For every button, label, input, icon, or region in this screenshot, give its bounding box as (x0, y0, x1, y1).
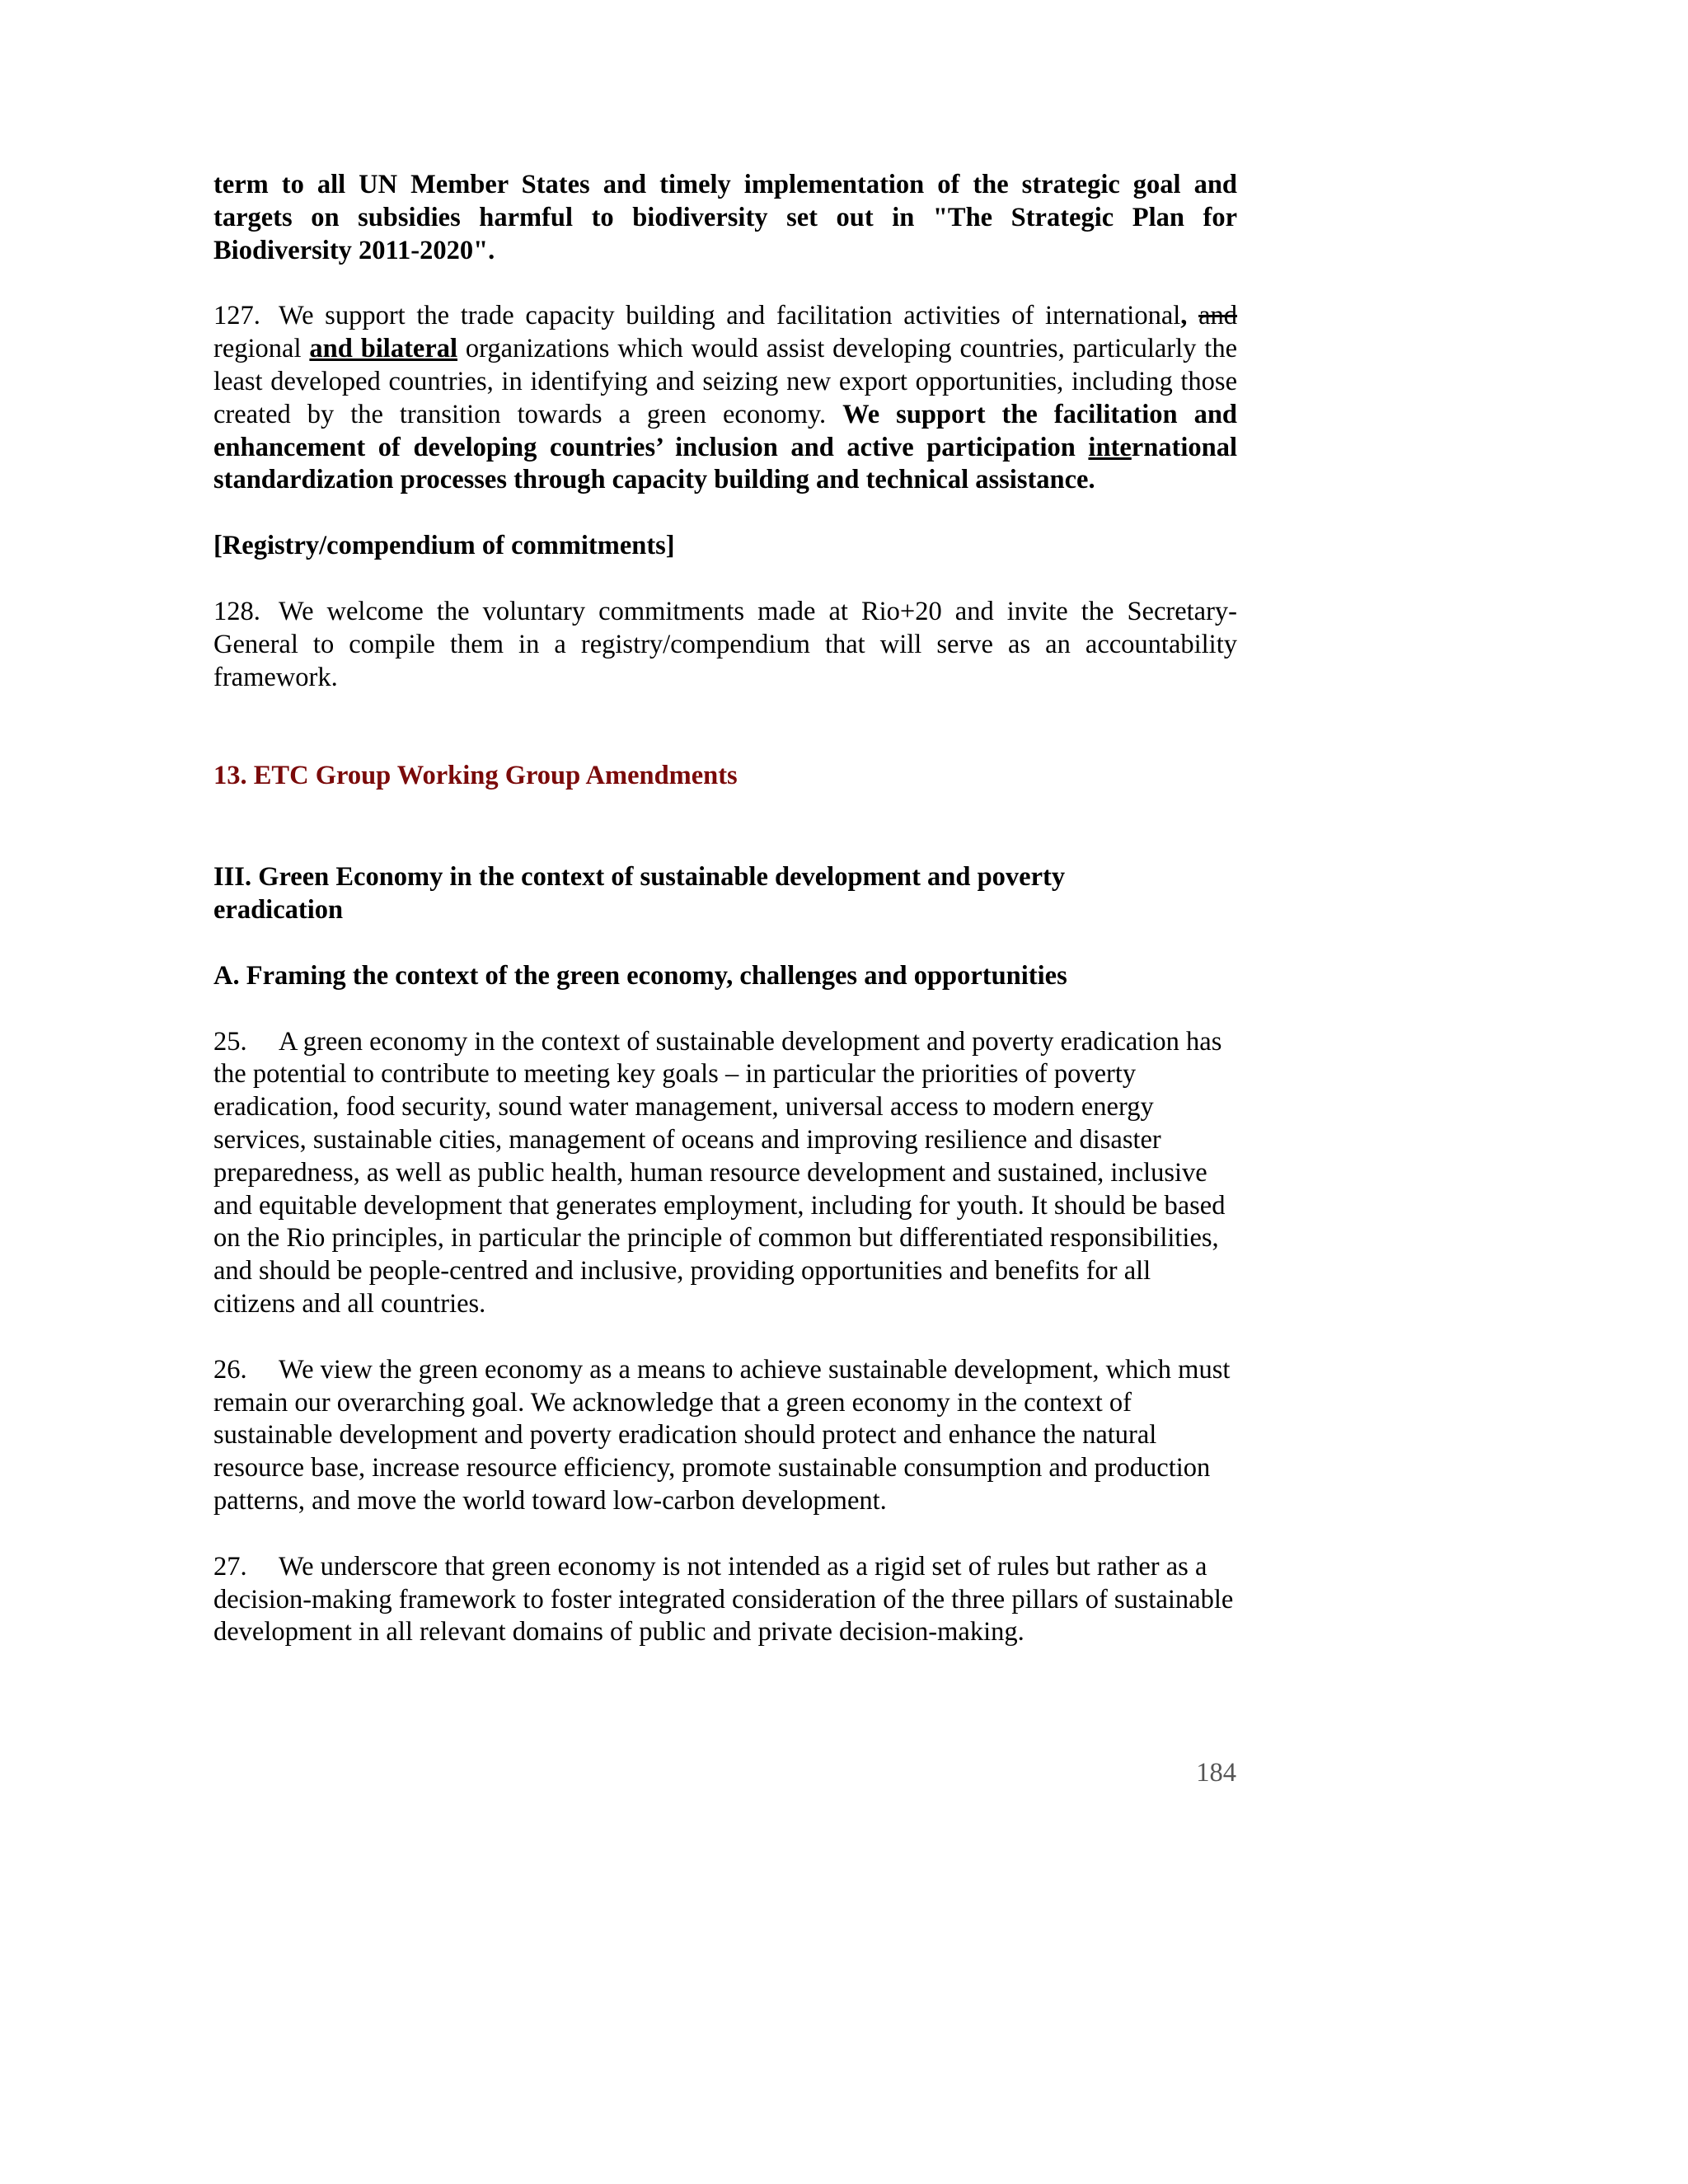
paragraph-27 (213, 1551, 1237, 1649)
text-column (213, 169, 1237, 1649)
section-title: 13. ETC Group Working Group Amendments (213, 761, 738, 791)
paragraph-number: 25. (213, 1026, 247, 1057)
continued-paragraph: term to all UN Member States and timely implementation of the strategic goal and targets on subsidies harmful to biodiversity set out in "The Strategic Plan for Biodiversity 2011-2020". (213, 170, 1237, 265)
paragraph-number: 26. (213, 1354, 247, 1385)
paragraph-127 (213, 300, 1237, 497)
paragraph-number: 27. (213, 1551, 247, 1582)
paragraph-text: We welcome the voluntary commitments made at Rio+20 and invite the Secretary-General to compile them in a registry/compendium that will serve as an accountability framework. (213, 596, 1237, 692)
paragraph-number: 128. (213, 596, 260, 626)
deleted-text: and (1198, 301, 1238, 331)
paragraph-text: A green economy in the context of sustainable development and poverty eradication has the potential to contribute to meeting key goals – in particular the priorities of poverty eradication, food security, sound water management, universal access to modern energy services, sustainable cities, management of oceans and improving resilience and disaster preparedness, as well as public health, human resource development and sustained, inclusive and equitable development that generates employment, including for youth. It should be based on the Rio principles, in particular the principle of common but differentiated responsibilities, and should be people-centred and inclusive, providing opportunities and benefits for all citizens and all countries. (213, 1026, 1226, 1319)
paragraph-26 (213, 1354, 1237, 1518)
paragraph-25 (213, 1026, 1237, 1321)
paragraph-text: regional (213, 334, 310, 364)
paragraph-text: We view the green economy as a means to achieve sustainable development, which must remain our overarching goal. We acknowledge that a green economy in the context of sustainable development and poverty eradication should protect and enhance the natural resource base, increase resource efficiency, promote sustainable consumption and production patterns, and move the world toward low-carbon development. (213, 1354, 1231, 1516)
heading-iii: III. Green Economy in the context of sustainable development and poverty eradication (213, 862, 1066, 925)
inserted-underlined-text: inte (1088, 432, 1132, 462)
paragraph-128 (213, 596, 1237, 694)
paragraph-text: organizations which would assist developing countries, particularly the least developed countries, in identifying and seizing new export opportunities, including those created by the transition towards a green economy. (213, 334, 1237, 429)
inserted-text: and bilateral (309, 334, 458, 364)
paragraph-text: We underscore that green economy is not intended as a rigid set of rules but rather as a decision-making framework to foster integrated consideration of the three pillars of sustainable development in all relevant domains of public and private decision-making. (213, 1551, 1234, 1647)
paragraph-text: We support the trade capacity building and facilitation activities of international (279, 301, 1181, 331)
inserted-comma: , (1180, 301, 1188, 331)
inserted-bold-text: We support the facilitation and enhancement of developing countries’ inclusion and active participation (213, 399, 1237, 462)
registry-heading: [Registry/compendium of commitments] (213, 531, 675, 561)
inserted-bold-text: rnational standardization processes through capacity building and technical assistance. (213, 432, 1237, 495)
heading-a: A. Framing the context of the green economy, challenges and opportunities (213, 960, 1067, 991)
page-number: 184 (1196, 1758, 1236, 1788)
paragraph-number: 127. (213, 301, 260, 331)
